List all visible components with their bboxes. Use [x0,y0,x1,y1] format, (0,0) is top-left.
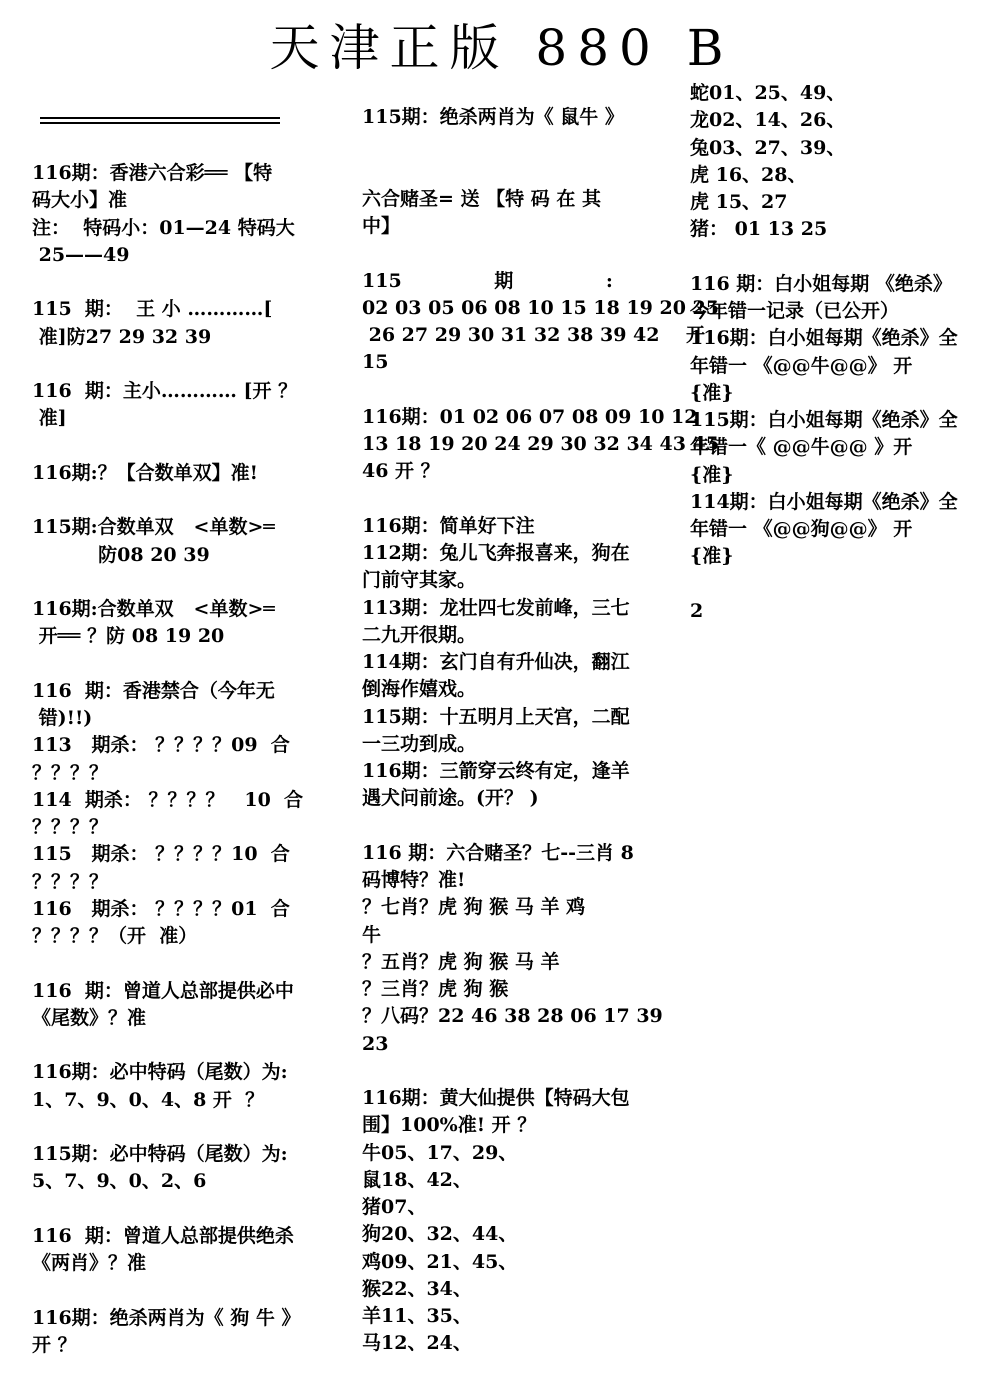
text-line: 113期：龙壮四七发前峰，三七 [362,596,630,619]
text-line: 准]防27 29 32 39 [32,325,212,348]
text-line: 114期：白小姐每期《绝杀》全 [690,490,958,513]
column-middle [362,104,719,1358]
blank-line [362,1058,647,1085]
text-line: 115 期 : [362,269,613,292]
text-line: 今年错一记录（已公开） [690,300,900,322]
text-line: 116 期：白小姐每期 《绝杀》 [690,272,952,295]
blank-line [32,651,322,678]
text-line: 狗20、32、44、 [362,1223,518,1246]
text-line: {准} [690,463,734,486]
text-line: 二九开很期。 [362,623,477,646]
text-line: 116 期：主小………… [开 ？ [32,380,298,402]
text-line: {准} [690,545,734,568]
text-line: 116期:合数单双 <单数>═ [32,598,275,620]
text-line: ？三肖？虎 狗 猴 [362,978,509,1000]
blank-line [32,1032,322,1059]
text-line: 《两肖》？准 [32,1252,147,1274]
text-line: 马12、24、 [362,1332,472,1355]
text-line: 牛05、17、29、 [362,1141,518,1164]
text-line: 准] [32,407,67,430]
text-line: 遇犬问前途。(开？ ) [362,787,539,810]
blank-line [32,1114,322,1141]
page-title: 天津正版 880 B [269,19,734,77]
text-line: 116期：香港六合彩══ 【特 [32,162,273,184]
blank-line [362,813,647,840]
blank-line [32,351,322,378]
text-line: ？七肖？虎 狗 猴 马 羊 鸡 [362,896,586,919]
text-line: 116期：三箭穿云终有定，逢羊 [362,760,630,782]
text-line: 116 期：曾道人总部提供必中 [32,979,294,1002]
text-line: 115 期杀： ？？？？10 合 [32,843,290,866]
text-line: 25——49 [32,243,130,266]
text-line: 年错一《 @@牛@@ 》开 [690,436,913,459]
text-line: 116期：必中特码（尾数）为: [32,1061,288,1084]
blank-line [32,487,322,514]
column-right [690,80,975,625]
text-line: 116 期：曾道人总部提供绝杀 [32,1224,294,1247]
text-line: 114 期杀： ？？？？ 10 合 [32,788,304,811]
text-line: ？？？？ [32,870,109,893]
text-line: 倒海作嬉戏。 [362,678,477,701]
text-line: 鸡09、21、45、 [362,1250,518,1273]
text-line: 码大小】准 [32,189,128,212]
text-line: 26 27 29 30 31 32 38 39 42 开 [362,324,705,346]
blank-line [690,571,975,598]
text-line: 115期：白小姐每期《绝杀》全 [690,409,958,431]
blank-line [32,269,322,296]
text-line: 猪07、 [362,1196,427,1218]
text-line: 猪： 01 13 25 [690,218,828,241]
text-line: 六合赌圣= 送 【特 码 在 其 [362,187,601,210]
text-line: 116期：绝杀两肖为《 狗 牛 》 [32,1306,301,1329]
text-line: 2 [690,599,704,622]
text-line: 1、7、9、0、4、8 开 ？ [32,1088,265,1111]
text-line: 《尾数》？准 [32,1006,147,1029]
text-line: 116期：黄大仙提供【特码大包 [362,1087,630,1109]
text-line: 115期:合数单双 <单数>═ [32,516,275,539]
text-line: 兔03、27、39、 [690,136,846,159]
text-line: 115期：必中特码（尾数）为: [32,1143,288,1165]
text-line: 虎 16、28、 [690,163,807,186]
blank-line [32,569,322,596]
text-line: 113 期杀： ？？？？09 合 [32,734,290,757]
text-line: 防08 20 39 [32,543,210,566]
text-line: ？？？？（开 准） [32,925,198,947]
text-line: 码博特？准! [362,869,466,891]
text-line: 一三功到成。 [362,732,477,755]
text-line: 115 期： 王 小 …………[ [32,298,273,321]
text-line: ？八码？22 46 38 28 06 17 39 [362,1005,663,1028]
text-line: 开 ？ [32,1333,77,1356]
text-line: 年错一 《@@狗@@》 开 [690,518,913,540]
blank-line [362,240,647,267]
blank-line [32,1196,322,1223]
text-line: 鼠18、42、 [362,1168,472,1191]
text-line: 116 期：香港禁合（今年无 [32,679,275,702]
text-line: 羊11、35、 [362,1305,472,1327]
text-line: 门前守其家。 [362,569,477,592]
text-line: 02 03 05 06 08 10 15 18 19 20 25 [362,296,719,319]
text-line: 116期：白小姐每期《绝杀》全 [690,327,958,350]
text-line: 23 [362,1032,389,1055]
text-line: 116 期杀： ？？？？01 合 [32,897,290,920]
blank-line [690,244,975,271]
text-line: 围】100%准! 开 ？ [362,1114,537,1137]
text-line: 中】 [362,215,401,237]
blank-line [32,950,322,977]
blank-line [362,131,647,158]
blank-line [32,1277,322,1304]
blank-line [362,159,647,186]
text-line: 蛇01、25、49、 [690,82,846,104]
text-line: 注： 特码小：01—24 特码大 [32,216,295,239]
double-rule-divider [40,117,280,124]
text-line: 116期：简单好下注 [362,514,535,537]
blank-line [362,486,647,513]
text-line: 龙02、14、26、 [690,109,846,132]
text-line: {准} [690,381,734,404]
text-line: 年错一 《@@牛@@》 开 [690,354,913,377]
text-line: ？？？？ [32,816,109,838]
text-line: 116 期：六合赌圣？七--三肖 8 [362,841,634,864]
text-line: 猴22、34、 [362,1277,472,1300]
text-line: 114期：玄门自有升仙决，翻江 [362,651,630,673]
blank-line [32,433,322,460]
text-line: 115期：十五明月上天宫，二配 [362,705,630,728]
text-line: 13 18 19 20 24 29 30 32 34 43 45 [362,433,719,455]
text-line: ？？？？ [32,761,109,784]
text-line: 牛 [362,923,382,946]
text-line: ？五肖？虎 狗 猴 马 羊 [362,950,560,973]
text-line: 虎 15、27 [690,191,788,213]
text-line: 115期：绝杀两肖为《 鼠牛 》 [362,106,624,128]
blank-line [362,377,647,404]
text-line: 5、7、9、0、2、6 [32,1170,207,1193]
text-line: 116期：01 02 06 07 08 09 10 12 [362,405,698,428]
text-line: 15 [362,351,389,374]
column-left [32,160,322,1359]
text-line: 112期：兔儿飞奔报喜来，狗在 [362,542,630,564]
text-line: 46 开 ？ [362,460,440,483]
text-line: 116期:？【合数单双】准! [32,461,259,484]
text-line: 错)!!) [32,707,93,729]
text-line: 开══ ？防 08 19 20 [32,625,225,648]
